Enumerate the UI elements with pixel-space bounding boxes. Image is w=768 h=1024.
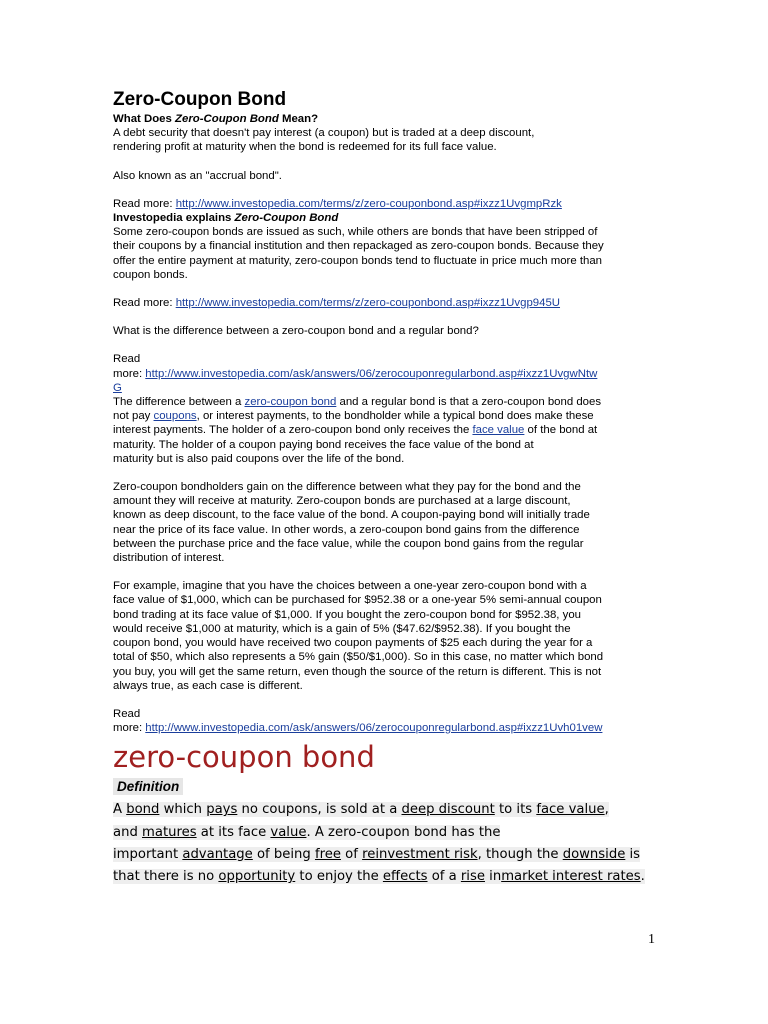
text-run: , xyxy=(604,802,609,818)
text-line: would receive $1,000 at maturity, which is a gain of 5% ($47.62/$952.38). If you bought the xyxy=(113,622,571,635)
text-line: offer the entire payment at maturity, zero-coupon bonds tend to fluctuate in price much more than xyxy=(113,254,603,267)
text-line: coupon bonds. xyxy=(113,268,188,281)
bondholders-paragraph xyxy=(113,480,658,565)
link-text[interactable]: http://www.investopedia.com/ask/answers/06/zerocouponregularbond.asp#ixzz1UvgwNtw xyxy=(145,367,598,380)
read-more-label: Read more: xyxy=(113,197,176,210)
term-advantage[interactable]: advantage xyxy=(182,846,253,862)
text-run: . A zero-coupon bond has the xyxy=(306,824,501,840)
explanation-paragraph xyxy=(113,225,658,282)
definition-text xyxy=(113,799,658,888)
term-pays[interactable]: pays xyxy=(206,802,238,818)
coupons-link[interactable]: coupons xyxy=(153,410,197,423)
subheading-text: Investopedia explains xyxy=(113,212,235,225)
term-deep-discount[interactable]: deep discount xyxy=(401,802,495,818)
term-market-interest-rates[interactable]: market interest rates xyxy=(501,869,641,885)
text-run: to its xyxy=(494,802,537,818)
text-run: of a xyxy=(427,869,461,885)
question-text: What is the difference between a zero-coupon bond and a regular bond? xyxy=(113,325,479,338)
term-matures[interactable]: matures xyxy=(142,824,197,840)
read-more-label: more: xyxy=(113,367,146,380)
read-more-label: more: xyxy=(113,722,146,735)
difference-paragraph xyxy=(113,395,658,466)
read-more-link[interactable] xyxy=(113,368,597,394)
definition-label: Definition xyxy=(113,778,183,795)
text-line: distribution of interest. xyxy=(113,552,225,565)
text-run: which xyxy=(159,802,207,818)
definition-paragraph xyxy=(113,126,658,154)
text-line: maturity. The holder of a coupon paying bond receives the face value of the bond at xyxy=(113,438,534,451)
text-line: their coupons by a financial institution and then repackaged as zero-coupon bonds. Because they xyxy=(113,240,604,253)
read-more-label: Read xyxy=(113,353,141,366)
read-more-4 xyxy=(113,707,658,735)
section-title: zero-coupon bond xyxy=(113,740,375,775)
read-more-3 xyxy=(113,352,658,395)
read-more-link[interactable]: http://www.investopedia.com/terms/z/zero-couponbond.asp#ixzz1UvgmpRzk xyxy=(175,197,562,210)
text-run: , though the xyxy=(477,846,563,862)
definition-line xyxy=(113,847,640,862)
document-page xyxy=(113,88,658,889)
definition-line xyxy=(113,825,500,840)
definition-line xyxy=(113,802,609,817)
text-line: between the purchase price and the face value, while the coupon bond gains from the regular xyxy=(113,537,584,550)
text-line: Zero-coupon bondholders gain on the difference between what they pay for the bond and the xyxy=(113,481,581,494)
read-more-link[interactable]: http://www.investopedia.com/terms/z/zero-couponbond.asp#ixzz1Uvgp945U xyxy=(175,297,561,310)
text-line: coupon bond, you would have received two coupon payments of $25 each during the year for a xyxy=(113,637,593,650)
subheading-text: Mean? xyxy=(278,113,319,125)
text-run: important xyxy=(113,846,183,862)
zero-coupon-bond-link[interactable]: zero-coupon bond xyxy=(244,396,337,409)
read-more-link[interactable]: http://www.investopedia.com/ask/answers/06/zerocouponregularbond.asp#ixzz1Uvh01vew xyxy=(145,722,603,735)
text-run: of xyxy=(340,846,363,862)
text-run: and xyxy=(113,824,143,840)
text-line: Some zero-coupon bonds are issued as such, while others are bonds that have been stripped of xyxy=(113,226,598,239)
text-run: to enjoy the xyxy=(295,869,383,885)
read-more-1 xyxy=(113,197,658,211)
subheading-what-does xyxy=(113,112,658,126)
text-line: rendering profit at maturity when the bond is redeemed for its full face value. xyxy=(113,141,497,154)
definition-line xyxy=(113,869,645,884)
subheading-text: What Does xyxy=(113,113,176,125)
term-free[interactable]: free xyxy=(314,846,341,862)
term-bond[interactable]: bond xyxy=(126,802,160,818)
text-line: bond trading at its face value of $1,000. If you bought the zero-coupon bond for $952.38, you xyxy=(113,608,581,621)
text-run: is xyxy=(625,846,641,862)
subheading-explains xyxy=(113,211,658,225)
text-run: . xyxy=(640,869,645,885)
text-line: known as deep discount, to the face value of the bond. A coupon-paying bond will initially trade xyxy=(113,509,590,522)
page-title: Zero-Coupon Bond xyxy=(113,89,287,110)
text-line: always true, as each case is different. xyxy=(113,679,303,692)
text-line: maturity but is also paid coupons over the life of the bond. xyxy=(113,452,405,465)
text-line: A debt security that doesn't pay interest (a coupon) but is traded at a deep discount, xyxy=(113,127,535,140)
term-downside[interactable]: downside xyxy=(562,846,626,862)
term-rise[interactable]: rise xyxy=(460,869,485,885)
example-paragraph xyxy=(113,579,658,693)
text-run: that there is no xyxy=(113,869,219,885)
text-run: not pay xyxy=(113,410,154,423)
read-more-label: Read more: xyxy=(113,297,176,310)
text-run: of the bond at xyxy=(524,424,598,437)
text-run: at its face xyxy=(196,824,271,840)
subheading-em: Zero-Coupon Bond xyxy=(175,113,279,125)
term-opportunity[interactable]: opportunity xyxy=(218,869,296,885)
text-run: and a regular bond is that a zero-coupon bond does xyxy=(336,396,602,409)
also-known-as: Also known as an "accrual bond". xyxy=(113,169,282,182)
text-run: of being xyxy=(252,846,315,862)
text-line: near the price of its face value. In other words, a zero-coupon bond gains from the difference xyxy=(113,523,580,536)
face-value-link[interactable]: face value xyxy=(472,424,525,437)
link-text[interactable]: G xyxy=(113,381,122,394)
term-reinvestment-risk[interactable]: reinvestment risk xyxy=(362,846,478,862)
text-line: amount they will receive at maturity. Zero-coupon bonds are purchased at a large discount, xyxy=(113,495,571,508)
read-more-label: Read xyxy=(113,707,141,720)
text-line: face value of $1,000, which can be purchased for $952.38 or a one-year 5% semi-annual coupon xyxy=(113,594,602,607)
text-run: , or interest payments, to the bondholder while a typical bond does make these xyxy=(196,410,594,423)
text-run: The difference between a xyxy=(113,396,245,409)
text-run: in xyxy=(484,869,502,885)
text-line: you buy, you will get the same return, even though the source of the return is different. This is not xyxy=(113,665,602,678)
text-line: For example, imagine that you have the choices between a one-year zero-coupon bond with a xyxy=(113,580,587,593)
subheading-em: Zero-Coupon Bond xyxy=(234,212,339,225)
text-run: interest payments. The holder of a zero-coupon bond only receives the xyxy=(113,424,473,437)
text-run: A xyxy=(113,802,127,818)
term-face-value[interactable]: face value xyxy=(536,802,605,818)
read-more-2 xyxy=(113,296,658,310)
term-effects[interactable]: effects xyxy=(382,869,428,885)
text-run: no coupons, is sold at a xyxy=(237,802,402,818)
text-line: total of $50, which also represents a 5% gain ($50/$1,000). So in this case, no matter which bond xyxy=(113,651,604,664)
page-number: 1 xyxy=(648,932,655,947)
term-value[interactable]: value xyxy=(270,824,307,840)
